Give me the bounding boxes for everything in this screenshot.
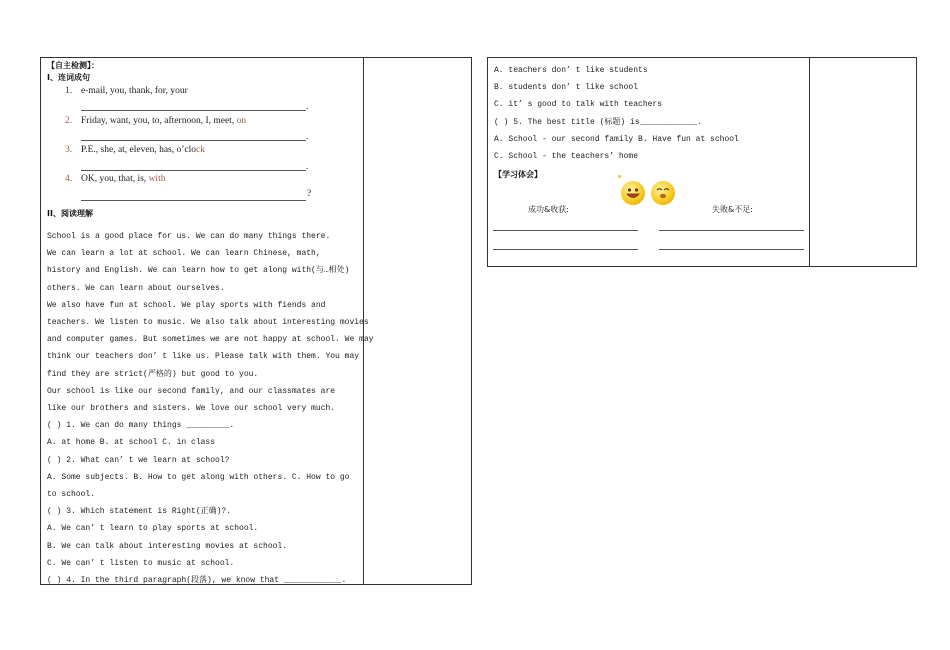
losses-label: 失败&不足: — [712, 205, 753, 214]
question-line: C. We can’ t listen to music at school. — [47, 558, 235, 568]
passage-line: teachers. We listen to music. We also talk about interesting movies — [47, 318, 369, 328]
right-panel-divider — [809, 58, 810, 266]
question-line: ( ) 3. Which statement is Right(正确)?. — [47, 507, 232, 517]
question-line: to school. — [47, 490, 96, 500]
question-line: A. at home B. at school C. in class — [47, 438, 216, 448]
item-number: 2. — [65, 116, 73, 126]
left-panel — [40, 57, 472, 585]
passage-line: others. We can learn about ourselves. — [47, 283, 225, 293]
losses-answer-line — [659, 249, 804, 250]
answer-line — [81, 110, 306, 111]
question-continuation — [494, 62, 809, 165]
item-words: OK, you, that, is, with — [81, 174, 166, 184]
question-line: ( ) 1. We can do many things _________. — [47, 421, 235, 431]
passage-line: Our school is like our second family, and our classmates are — [47, 386, 336, 396]
option-line: C. it’ s good to talk with teachers — [494, 100, 663, 110]
reading-passage — [47, 228, 374, 589]
item-end-mark: . — [306, 162, 309, 172]
item-number: 3. — [65, 145, 73, 155]
passage-line: think our teachers don’ t like us. Please talk with them. You may — [47, 352, 360, 362]
right-panel — [487, 57, 917, 267]
question-line: ( ) 5. The best title (标题) is____________. — [494, 117, 703, 127]
gains-answer-line — [493, 230, 638, 231]
question-line: A. We can’ t learn to play sports at school. — [47, 524, 259, 534]
passage-line: We also have fun at school. We play sports with fiends and — [47, 300, 326, 310]
option-line: A. School - our second family B. Have fun at school — [494, 134, 739, 144]
passage-line: and computer games. But sometimes we are not happy at school. We may — [47, 335, 374, 345]
option-line: B. students don’ t like school — [494, 83, 639, 93]
losses-answer-line — [659, 230, 804, 231]
item-end-mark: . — [306, 132, 309, 142]
section1-title: I、连词成句 — [47, 73, 90, 82]
question-line: ( ) 4. In the third paragraph(段落), we know that ____________. — [47, 576, 347, 586]
answer-line — [81, 200, 306, 201]
question-line: A. Some subjects. B. How to get along with others. C. How to go — [47, 472, 350, 482]
reflection-title: 【学习体会】 — [494, 170, 542, 179]
item-end-mark: . — [306, 102, 309, 112]
passage-line: We can learn a lot at school. We can learn Chinese, math, — [47, 249, 321, 259]
shy-face-icon — [651, 181, 675, 205]
sparkle-icon — [618, 175, 621, 178]
self-check-heading: 【自主检测】： — [47, 61, 99, 70]
option-line: C. School - the teachers’ home — [494, 152, 639, 162]
passage-line: like our brothers and sisters. We love our school very much. — [47, 404, 336, 414]
passage-line: find they are strict(严格的) but good to you. — [47, 369, 259, 379]
smiley-face-icon — [621, 181, 645, 205]
section2-title: II、阅读理解 — [47, 209, 93, 218]
passage-line: School is a good place for us. We can do many things there. — [47, 232, 331, 241]
gains-label: 成功&收获: — [528, 205, 569, 214]
question-line: B. We can talk about interesting movies at school. — [47, 541, 288, 551]
item-words: Friday, want, you, to, afternoon, I, meet, on — [81, 116, 247, 126]
item-words: P.E., she, at, eleven, has, o’clock — [81, 145, 205, 155]
answer-line — [81, 140, 306, 141]
gains-answer-line — [493, 249, 638, 250]
item-end-mark: ? — [307, 189, 312, 199]
item-number: 4. — [65, 174, 73, 184]
answer-line — [81, 170, 306, 171]
option-line: A. teachers don’ t like students — [494, 66, 648, 75]
question-line: ( ) 2. What can’ t we learn at school? — [47, 455, 230, 465]
item-words: e-mail, you, thank, for, your — [81, 86, 188, 96]
item-number: 1. — [65, 86, 73, 96]
passage-line: history and English. We can learn how to get along with(与…相处) — [47, 266, 350, 276]
